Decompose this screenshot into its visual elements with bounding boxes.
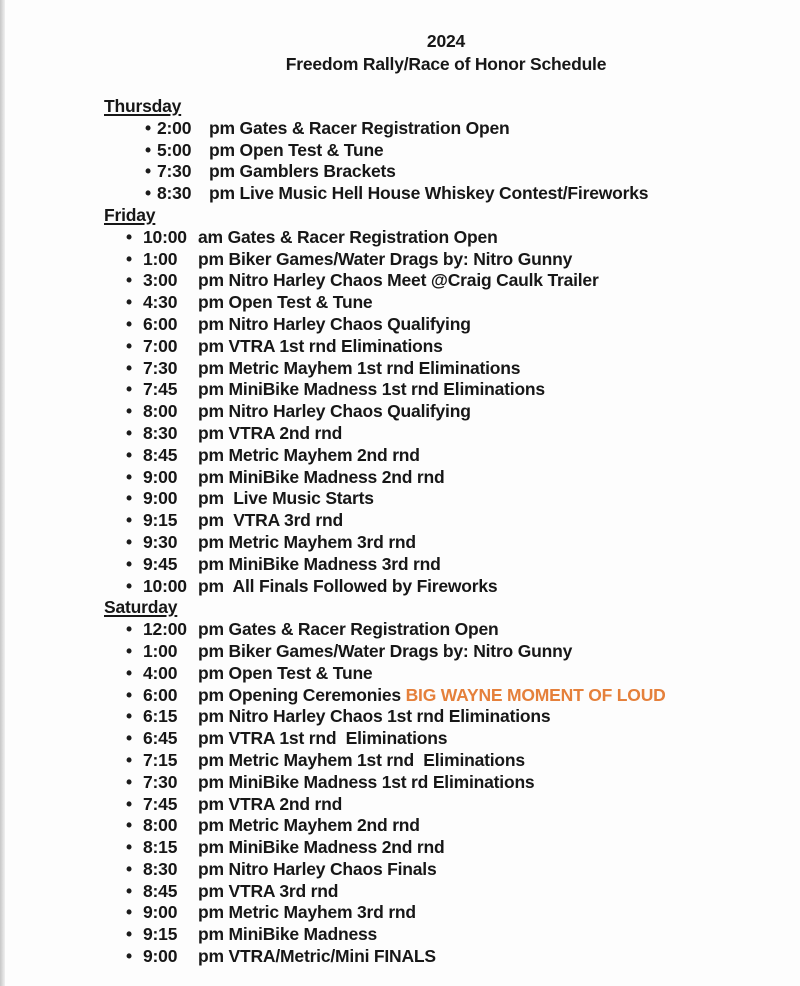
event-time: 10:00	[143, 575, 187, 596]
bullet-icon: •	[126, 902, 132, 923]
event-time: 8:30	[157, 183, 192, 204]
event-description	[198, 401, 471, 423]
event-meridiem: am	[198, 226, 223, 247]
event-text: Opening Ceremonies	[228, 684, 406, 705]
event-meridiem: pm	[198, 488, 224, 509]
event-text: Nitro Harley Chaos Qualifying	[228, 313, 471, 334]
event-description	[209, 118, 510, 140]
event-time: 7:15	[143, 749, 178, 770]
bullet-icon: •	[145, 117, 151, 138]
event-time: 9:00	[143, 946, 178, 967]
event-description	[198, 532, 416, 554]
event-text: Live Music Hell House Whiskey Contest/Fireworks	[239, 183, 649, 204]
schedule-row	[0, 292, 800, 314]
bullet-icon: •	[126, 335, 132, 356]
bullet-icon: •	[126, 619, 132, 640]
event-meridiem: pm	[198, 335, 224, 356]
event-description	[198, 358, 520, 380]
event-time: 8:00	[143, 815, 178, 836]
bullet-icon: •	[126, 357, 132, 378]
event-text: Biker Games/Water Drags by: Nitro Gunny	[228, 640, 573, 661]
event-time: 3:00	[143, 270, 178, 291]
bullet-icon: •	[126, 313, 132, 334]
event-time: 9:15	[143, 924, 178, 945]
schedule-row	[0, 532, 800, 554]
event-meridiem: pm	[198, 684, 224, 705]
event-text: MiniBike Madness 3rd rnd	[228, 553, 441, 574]
event-time: 10:00	[143, 226, 187, 247]
document-title: 2024	[426, 31, 466, 51]
schedule-row	[0, 249, 800, 271]
event-text: Biker Games/Water Drags by: Nitro Gunny	[228, 248, 573, 269]
event-description	[198, 685, 666, 707]
event-text: Live Music Starts	[228, 488, 374, 509]
event-time: 8:45	[143, 880, 178, 901]
event-time: 8:00	[143, 401, 178, 422]
bullet-icon: •	[126, 510, 132, 531]
section-heading-friday: Friday	[104, 204, 156, 225]
bullet-icon: •	[126, 466, 132, 487]
event-text: MiniBike Madness 2nd rnd	[228, 466, 445, 487]
section-heading-thursday: Thursday	[104, 96, 182, 116]
event-text: VTRA 3rd rnd	[228, 510, 343, 531]
title-block	[96, 30, 796, 76]
schedule-row	[0, 510, 800, 532]
event-description	[198, 270, 599, 292]
event-text: Open Test & Tune	[239, 139, 384, 160]
event-text: Open Test & Tune	[228, 662, 373, 683]
event-time: 7:45	[143, 379, 178, 400]
schedule-row	[0, 467, 800, 489]
event-text: MiniBike Madness 2nd rnd	[228, 837, 445, 858]
event-time: 7:00	[143, 335, 178, 356]
bullet-icon: •	[126, 531, 132, 552]
event-meridiem: pm	[198, 444, 224, 465]
page-edge-shadow	[0, 0, 5, 986]
bullet-icon: •	[126, 837, 132, 858]
event-meridiem: pm	[198, 728, 224, 749]
schedule-row	[0, 576, 800, 598]
event-time: 12:00	[143, 619, 187, 640]
event-meridiem: pm	[198, 946, 224, 967]
event-meridiem: pm	[198, 531, 224, 552]
event-time: 8:45	[143, 444, 178, 465]
schedule-row	[0, 794, 800, 816]
schedule-row	[0, 728, 800, 750]
event-description	[198, 881, 338, 903]
event-description	[198, 619, 499, 641]
event-meridiem: pm	[198, 815, 224, 836]
event-meridiem: pm	[209, 139, 235, 160]
schedule-row	[0, 270, 800, 292]
event-meridiem: pm	[198, 749, 224, 770]
event-meridiem: pm	[209, 161, 235, 182]
bullet-icon: •	[145, 183, 151, 204]
event-text: Open Test & Tune	[228, 292, 373, 313]
schedule-row	[0, 379, 800, 401]
schedule-row	[0, 750, 800, 772]
highlight-text: BIG WAYNE MOMENT OF LOUD	[405, 684, 666, 705]
event-meridiem: pm	[198, 357, 224, 378]
event-time: 9:00	[143, 902, 178, 923]
event-description	[198, 445, 420, 467]
event-description	[198, 706, 550, 728]
event-time: 8:30	[143, 422, 178, 443]
bullet-icon: •	[126, 858, 132, 879]
event-description	[198, 815, 420, 837]
event-description	[198, 750, 525, 772]
schedule-row	[0, 706, 800, 728]
schedule-row	[0, 554, 800, 576]
bullet-icon: •	[126, 488, 132, 509]
bullet-icon: •	[126, 815, 132, 836]
bullet-icon: •	[126, 575, 132, 596]
event-text: VTRA 1st rnd Eliminations	[228, 335, 443, 356]
event-text: Nitro Harley Chaos Meet @Craig Caulk Trailer	[228, 270, 599, 291]
event-description	[198, 379, 545, 401]
event-description	[198, 467, 444, 489]
bullet-icon: •	[126, 662, 132, 683]
event-meridiem: pm	[198, 510, 224, 531]
event-text: Gamblers Brackets	[239, 161, 396, 182]
schedule-row	[0, 619, 800, 641]
schedule-row	[0, 314, 800, 336]
event-time: 7:45	[143, 793, 178, 814]
bullet-icon: •	[126, 706, 132, 727]
event-meridiem: pm	[198, 902, 224, 923]
schedule-row	[0, 358, 800, 380]
event-text: Gates & Racer Registration Open	[227, 226, 498, 247]
event-meridiem: pm	[198, 270, 224, 291]
event-text: VTRA/Metric/Mini FINALS	[228, 946, 436, 967]
event-time: 9:45	[143, 553, 178, 574]
bullet-icon: •	[126, 379, 132, 400]
schedule-row	[0, 881, 800, 903]
event-meridiem: pm	[198, 619, 224, 640]
event-description	[198, 227, 498, 249]
schedule-row	[0, 924, 800, 946]
event-meridiem: pm	[198, 771, 224, 792]
event-meridiem: pm	[198, 292, 224, 313]
event-description	[198, 336, 443, 358]
event-description	[198, 663, 372, 685]
event-meridiem: pm	[198, 706, 224, 727]
event-meridiem: pm	[209, 117, 235, 138]
event-meridiem: pm	[198, 401, 224, 422]
event-text: VTRA 2nd rnd	[228, 422, 343, 443]
event-text: Gates & Racer Registration Open	[228, 619, 499, 640]
schedule-row	[0, 140, 800, 162]
event-description	[198, 902, 416, 924]
bullet-icon: •	[126, 422, 132, 443]
event-description	[198, 924, 377, 946]
bullet-icon: •	[126, 401, 132, 422]
event-description	[198, 292, 372, 314]
document-subtitle: Freedom Rally/Race of Honor Schedule	[285, 54, 607, 74]
event-time: 1:00	[143, 248, 178, 269]
event-time: 4:30	[143, 292, 178, 313]
bullet-icon: •	[126, 771, 132, 792]
event-description	[198, 488, 374, 510]
event-time: 9:00	[143, 466, 178, 487]
schedule-row	[0, 685, 800, 707]
event-meridiem: pm	[198, 575, 224, 596]
event-text: MiniBike Madness	[228, 924, 378, 945]
event-text: Nitro Harley Chaos Qualifying	[228, 401, 471, 422]
event-text: Nitro Harley Chaos Finals	[228, 858, 437, 879]
schedule-list	[0, 96, 800, 968]
schedule-row	[0, 663, 800, 685]
schedule-row	[0, 336, 800, 358]
schedule-row	[0, 902, 800, 924]
event-description	[198, 772, 534, 794]
event-meridiem: pm	[198, 924, 224, 945]
event-text: VTRA 2nd rnd	[228, 793, 343, 814]
event-text: Metric Mayhem 3rd rnd	[228, 902, 416, 923]
event-text: Metric Mayhem 1st rnd Eliminations	[228, 357, 521, 378]
event-text: Metric Mayhem 2nd rnd	[228, 444, 420, 465]
event-description	[198, 576, 497, 598]
section-heading-saturday: Saturday	[104, 597, 178, 618]
bullet-icon: •	[145, 161, 151, 182]
schedule-row	[0, 641, 800, 663]
event-time: 7:30	[143, 357, 178, 378]
event-description	[198, 554, 441, 576]
event-description	[198, 859, 437, 881]
bullet-icon: •	[126, 946, 132, 967]
bullet-icon: •	[126, 270, 132, 291]
schedule-row	[0, 772, 800, 794]
event-time: 6:15	[143, 706, 178, 727]
bullet-icon: •	[126, 640, 132, 661]
event-meridiem: pm	[209, 183, 235, 204]
schedule-row	[0, 423, 800, 445]
event-description	[198, 946, 436, 968]
event-meridiem: pm	[198, 379, 224, 400]
event-meridiem: pm	[198, 466, 224, 487]
event-description	[198, 510, 343, 532]
bullet-icon: •	[126, 793, 132, 814]
event-time: 9:30	[143, 531, 178, 552]
event-description	[198, 794, 342, 816]
schedule-row	[0, 946, 800, 968]
event-time: 1:00	[143, 640, 178, 661]
event-description	[209, 183, 648, 205]
section-thursday	[0, 96, 800, 205]
event-time: 6:45	[143, 728, 178, 749]
event-time: 4:00	[143, 662, 178, 683]
event-text: MiniBike Madness 1st rd Eliminations	[228, 771, 535, 792]
event-meridiem: pm	[198, 553, 224, 574]
bullet-icon: •	[126, 880, 132, 901]
bullet-icon: •	[126, 924, 132, 945]
schedule-row	[0, 815, 800, 837]
event-text: Gates & Racer Registration Open	[239, 117, 510, 138]
schedule-row	[0, 401, 800, 423]
bullet-icon: •	[126, 749, 132, 770]
event-time: 6:00	[143, 684, 178, 705]
event-time: 7:30	[157, 161, 192, 182]
event-text: VTRA 1st rnd Eliminations	[228, 728, 448, 749]
event-time: 8:15	[143, 837, 178, 858]
event-time: 5:00	[157, 139, 192, 160]
schedule-row	[0, 837, 800, 859]
event-meridiem: pm	[198, 662, 224, 683]
event-meridiem: pm	[198, 248, 224, 269]
schedule-row	[0, 859, 800, 881]
bullet-icon: •	[126, 684, 132, 705]
event-meridiem: pm	[198, 793, 224, 814]
event-time: 7:30	[143, 771, 178, 792]
event-meridiem: pm	[198, 640, 224, 661]
event-meridiem: pm	[198, 313, 224, 334]
event-time: 6:00	[143, 313, 178, 334]
event-description	[209, 161, 396, 183]
schedule-row	[0, 488, 800, 510]
event-text: All Finals Followed by Fireworks	[228, 575, 498, 596]
event-text: Nitro Harley Chaos 1st rnd Eliminations	[228, 706, 551, 727]
bullet-icon: •	[126, 553, 132, 574]
event-text: Metric Mayhem 2nd rnd	[228, 815, 420, 836]
event-description	[209, 140, 383, 162]
bullet-icon: •	[126, 728, 132, 749]
section-saturday	[0, 597, 800, 968]
event-meridiem: pm	[198, 837, 224, 858]
schedule-row	[0, 118, 800, 140]
event-meridiem: pm	[198, 880, 224, 901]
event-description	[198, 423, 342, 445]
event-meridiem: pm	[198, 422, 224, 443]
event-description	[198, 641, 572, 663]
event-text: MiniBike Madness 1st rnd Eliminations	[228, 379, 545, 400]
event-description	[198, 837, 444, 859]
event-text: Metric Mayhem 3rd rnd	[228, 531, 416, 552]
event-time: 9:15	[143, 510, 178, 531]
section-friday	[0, 205, 800, 597]
event-description	[198, 728, 447, 750]
event-text: Metric Mayhem 1st rnd Eliminations	[228, 749, 525, 770]
event-meridiem: pm	[198, 858, 224, 879]
event-text: VTRA 3rd rnd	[228, 880, 339, 901]
bullet-icon: •	[126, 444, 132, 465]
schedule-row	[0, 445, 800, 467]
event-time: 8:30	[143, 858, 178, 879]
bullet-icon: •	[126, 226, 132, 247]
event-time: 9:00	[143, 488, 178, 509]
bullet-icon: •	[145, 139, 151, 160]
schedule-row	[0, 227, 800, 249]
event-time: 2:00	[157, 117, 192, 138]
event-description	[198, 249, 572, 271]
bullet-icon: •	[126, 248, 132, 269]
event-description	[198, 314, 471, 336]
schedule-row	[0, 161, 800, 183]
bullet-icon: •	[126, 292, 132, 313]
schedule-row	[0, 183, 800, 205]
